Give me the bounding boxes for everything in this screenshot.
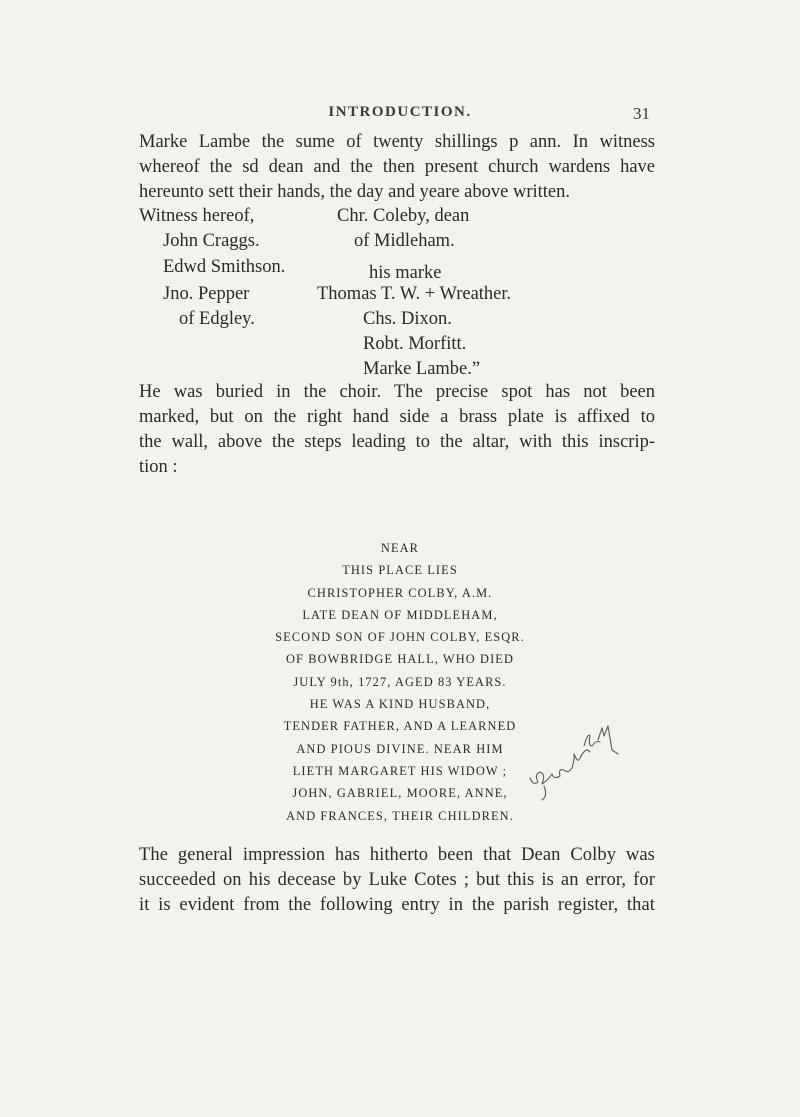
witness-left-line: Edwd Smithson. [163, 257, 286, 277]
inscription-line: SECOND SON OF JOHN COLBY, ESQR. [275, 630, 525, 645]
inscription-line: LATE DEAN OF MIDDLEHAM, [302, 607, 498, 622]
inscription-line: TENDER FATHER, AND A LEARNED [283, 719, 517, 734]
inscription-line: NEAR [380, 541, 420, 555]
brass-plate-inscription [0, 537, 800, 827]
inscription-line: JOHN, GABRIEL, MOORE, ANNE, [292, 786, 508, 801]
inscription-line: OF BOWBRIDGE HALL, WHO DIED [285, 652, 515, 667]
text-line: the wall, above the steps leading to the altar, with this inscrip- [139, 432, 655, 452]
witness-left-line: Witness hereof, [139, 206, 255, 226]
inscription-line: CHRISTOPHER COLBY, A.M. [307, 585, 493, 600]
paragraph-3 [139, 843, 655, 918]
text-line: tion : [139, 457, 178, 477]
witness-left-line: John Craggs. [163, 231, 260, 251]
text-line: it is evident from the following entry in the parish register, that [139, 895, 655, 915]
text-line: Marke Lambe the sume of twenty shillings p ann. In witness [139, 132, 655, 152]
witness-right-line: Chs. Dixon. [363, 309, 452, 329]
inscription-line: AND FRANCES, THEIR CHILDREN. [286, 808, 514, 823]
text-line: The general impression has hitherto been that Dean Colby was [139, 845, 655, 865]
text-line: whereof the sd dean and the then present church wardens have [139, 157, 655, 177]
inscription-line: HE WAS A KIND HUSBAND, [309, 697, 491, 712]
running-head [0, 104, 800, 124]
running-title: INTRODUCTION. [328, 104, 472, 120]
witness-right-line: Robt. Morfitt. [363, 334, 467, 354]
witness-left-line: Jno. Pepper [163, 284, 250, 304]
handwritten-annotation [524, 716, 644, 806]
witness-right-line: Marke Lambe.” [363, 359, 481, 379]
witness-right-line: Thomas T. W. + Wreather. [317, 284, 512, 304]
witness-left-line: of Edgley. [179, 309, 255, 329]
paragraph-2 [139, 380, 655, 480]
witness-right-line: of Midleham. [354, 231, 455, 251]
page-number: 31 [633, 104, 650, 123]
text-line: succeeded on his decease by Luke Cotes ; but this is an error, for [139, 870, 655, 890]
witness-right-line: Chr. Coleby, dean [337, 206, 470, 226]
text-line: hereunto sett their hands, the day and yeare above written. [139, 182, 570, 202]
text-line: He was buried in the choir. The precise spot has not been [139, 382, 655, 402]
mark-label: his marke [369, 263, 442, 283]
inscription-line: THIS PLACE LIES [342, 563, 458, 578]
inscription-line: AND PIOUS DIVINE. NEAR HIM [296, 741, 504, 756]
text-line: marked, but on the right hand side a brass plate is affixed to [139, 407, 655, 427]
paragraph-1 [139, 130, 655, 205]
inscription-line: JULY 9th, 1727, AGED 83 YEARS. [293, 674, 507, 689]
inscription-line: LIETH MARGARET HIS WIDOW ; [292, 763, 508, 778]
